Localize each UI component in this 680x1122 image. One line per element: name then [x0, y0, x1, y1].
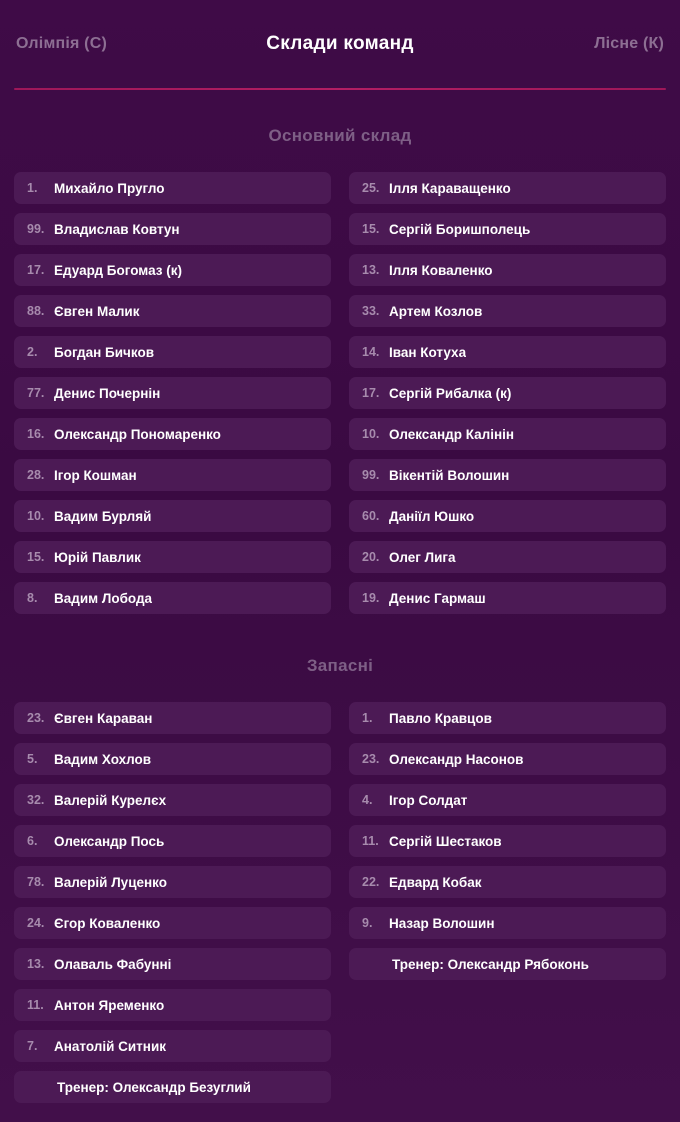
- player-name: Єгор Коваленко: [54, 915, 161, 931]
- coach-name: Тренер: Олександр Безуглий: [57, 1079, 251, 1095]
- player-name: Вадим Бурляй: [54, 508, 152, 524]
- player-row[interactable]: [349, 377, 666, 409]
- player-number: 33.: [362, 304, 380, 318]
- player-name: Антон Яременко: [54, 997, 165, 1013]
- player-number: 11.: [27, 998, 44, 1012]
- player-name: Валерій Курелєх: [54, 792, 167, 808]
- player-name: Олександр Насонов: [389, 751, 524, 767]
- subs-away-column: [349, 702, 666, 1103]
- player-row[interactable]: [349, 702, 666, 734]
- player-row[interactable]: [14, 541, 331, 573]
- starters-section-title: Основний склад: [268, 126, 412, 145]
- player-name: Євген Караван: [54, 710, 153, 726]
- player-name: Даніїл Юшко: [389, 508, 475, 524]
- player-number: 11.: [362, 834, 379, 848]
- player-row[interactable]: [14, 582, 331, 614]
- player-name: Анатолій Ситник: [54, 1038, 167, 1054]
- player-row[interactable]: [14, 784, 331, 816]
- player-name: Денис Почернін: [54, 385, 161, 401]
- player-number: 32.: [27, 793, 45, 807]
- page-title: Склади команд: [266, 33, 414, 54]
- player-name: Артем Козлов: [389, 303, 483, 319]
- player-row[interactable]: [14, 702, 331, 734]
- player-row[interactable]: [14, 825, 331, 857]
- starters-away-column: [349, 172, 666, 614]
- player-number: 16.: [27, 427, 45, 441]
- player-name: Едвард Кобак: [389, 874, 482, 890]
- coach-row: [349, 948, 666, 980]
- player-number: 28.: [27, 468, 45, 482]
- player-row[interactable]: [14, 743, 331, 775]
- player-number: 15.: [27, 550, 45, 564]
- coach-name: Тренер: Олександр Рябоконь: [392, 956, 589, 972]
- player-name: Денис Гармаш: [389, 590, 486, 606]
- player-number: 6.: [27, 834, 38, 848]
- subs-section-title: Запасні: [306, 656, 374, 675]
- player-name: Павло Кравцов: [389, 710, 492, 726]
- player-number: 88.: [27, 304, 45, 318]
- player-name: Валерій Луценко: [54, 874, 167, 890]
- player-name: Михайло Пругло: [54, 180, 165, 196]
- player-name: Олександр Калінін: [389, 426, 515, 442]
- player-name: Ігор Кошман: [54, 467, 137, 483]
- player-name: Іван Котуха: [389, 344, 467, 360]
- player-number: 78.: [27, 875, 45, 889]
- player-row[interactable]: [14, 295, 331, 327]
- subs-home-column: [14, 702, 331, 1103]
- player-row[interactable]: [349, 213, 666, 245]
- player-row[interactable]: [14, 1030, 331, 1062]
- player-row[interactable]: [14, 254, 331, 286]
- player-number: 77.: [27, 386, 45, 400]
- player-name: Едуард Богомаз (к): [54, 262, 182, 278]
- player-number: 10.: [27, 509, 45, 523]
- header: [14, 0, 666, 88]
- player-name: Ілля Коваленко: [389, 262, 493, 278]
- player-number: 13.: [27, 957, 45, 971]
- player-number: 14.: [362, 345, 380, 359]
- player-row[interactable]: [349, 743, 666, 775]
- player-row[interactable]: [14, 866, 331, 898]
- player-number: 99.: [362, 468, 380, 482]
- player-name: Богдан Бичков: [54, 344, 155, 360]
- player-number: 7.: [27, 1039, 38, 1053]
- player-number: 99.: [27, 222, 45, 236]
- player-row[interactable]: [349, 254, 666, 286]
- player-name: Сергій Шестаков: [389, 833, 502, 849]
- player-number: 24.: [27, 916, 45, 930]
- player-number: 10.: [362, 427, 380, 441]
- player-name: Олаваль Фабунні: [54, 956, 172, 972]
- player-number: 13.: [362, 263, 380, 277]
- player-number: 17.: [27, 263, 45, 277]
- player-number: 15.: [362, 222, 380, 236]
- player-name: Олег Лига: [389, 549, 456, 565]
- player-number: 17.: [362, 386, 380, 400]
- player-name: Олександр Пономаренко: [54, 426, 221, 442]
- player-name: Сергій Рибалка (к): [389, 385, 512, 401]
- player-row[interactable]: [349, 418, 666, 450]
- player-row[interactable]: [349, 500, 666, 532]
- player-row[interactable]: [349, 907, 666, 939]
- player-row[interactable]: [349, 336, 666, 368]
- player-row[interactable]: [349, 825, 666, 857]
- player-row[interactable]: [14, 500, 331, 532]
- player-name: Вадим Лобода: [54, 590, 153, 606]
- player-name: Назар Волошин: [389, 915, 495, 931]
- player-number: 25.: [362, 181, 380, 195]
- player-name: Ігор Солдат: [389, 792, 468, 808]
- player-number: 22.: [362, 875, 380, 889]
- player-number: 2.: [27, 345, 38, 359]
- player-row[interactable]: [349, 541, 666, 573]
- player-name: Олександр Пось: [54, 833, 165, 849]
- player-name: Ілля Караващенко: [389, 180, 511, 196]
- player-name: Вадим Хохлов: [54, 751, 152, 767]
- player-name: Владислав Ковтун: [54, 221, 180, 237]
- player-row[interactable]: [14, 459, 331, 491]
- away-team-name: Лісне (К): [594, 35, 664, 52]
- player-row[interactable]: [14, 418, 331, 450]
- starters-columns: [14, 172, 666, 614]
- player-number: 4.: [362, 793, 373, 807]
- player-row[interactable]: [349, 172, 666, 204]
- header-divider: [14, 88, 666, 90]
- player-name: Сергій Боришполець: [389, 221, 531, 237]
- player-row[interactable]: [14, 948, 331, 980]
- player-row[interactable]: [349, 784, 666, 816]
- player-number: 60.: [362, 509, 380, 523]
- player-number: 20.: [362, 550, 380, 564]
- player-row[interactable]: [14, 172, 331, 204]
- subs-columns: [14, 702, 666, 1103]
- player-row[interactable]: [14, 907, 331, 939]
- player-row[interactable]: [14, 989, 331, 1021]
- starters-home-column: [14, 172, 331, 614]
- player-name: Юрій Павлик: [54, 549, 141, 565]
- coach-row: [14, 1071, 331, 1103]
- home-team-name: Олімпія (С): [16, 35, 107, 52]
- player-number: 23.: [362, 752, 380, 766]
- player-row[interactable]: [14, 213, 331, 245]
- player-row[interactable]: [349, 582, 666, 614]
- player-number: 9.: [362, 916, 373, 930]
- player-row[interactable]: [349, 459, 666, 491]
- player-number: 5.: [27, 752, 38, 766]
- player-name: Вікентій Волошин: [389, 467, 510, 483]
- player-row[interactable]: [349, 866, 666, 898]
- player-name: Євген Малик: [54, 303, 140, 319]
- player-number: 1.: [27, 181, 38, 195]
- player-number: 19.: [362, 591, 380, 605]
- player-number: 1.: [362, 711, 373, 725]
- player-row[interactable]: [14, 336, 331, 368]
- player-number: 8.: [27, 591, 38, 605]
- player-row[interactable]: [14, 377, 331, 409]
- player-number: 23.: [27, 711, 45, 725]
- player-row[interactable]: [349, 295, 666, 327]
